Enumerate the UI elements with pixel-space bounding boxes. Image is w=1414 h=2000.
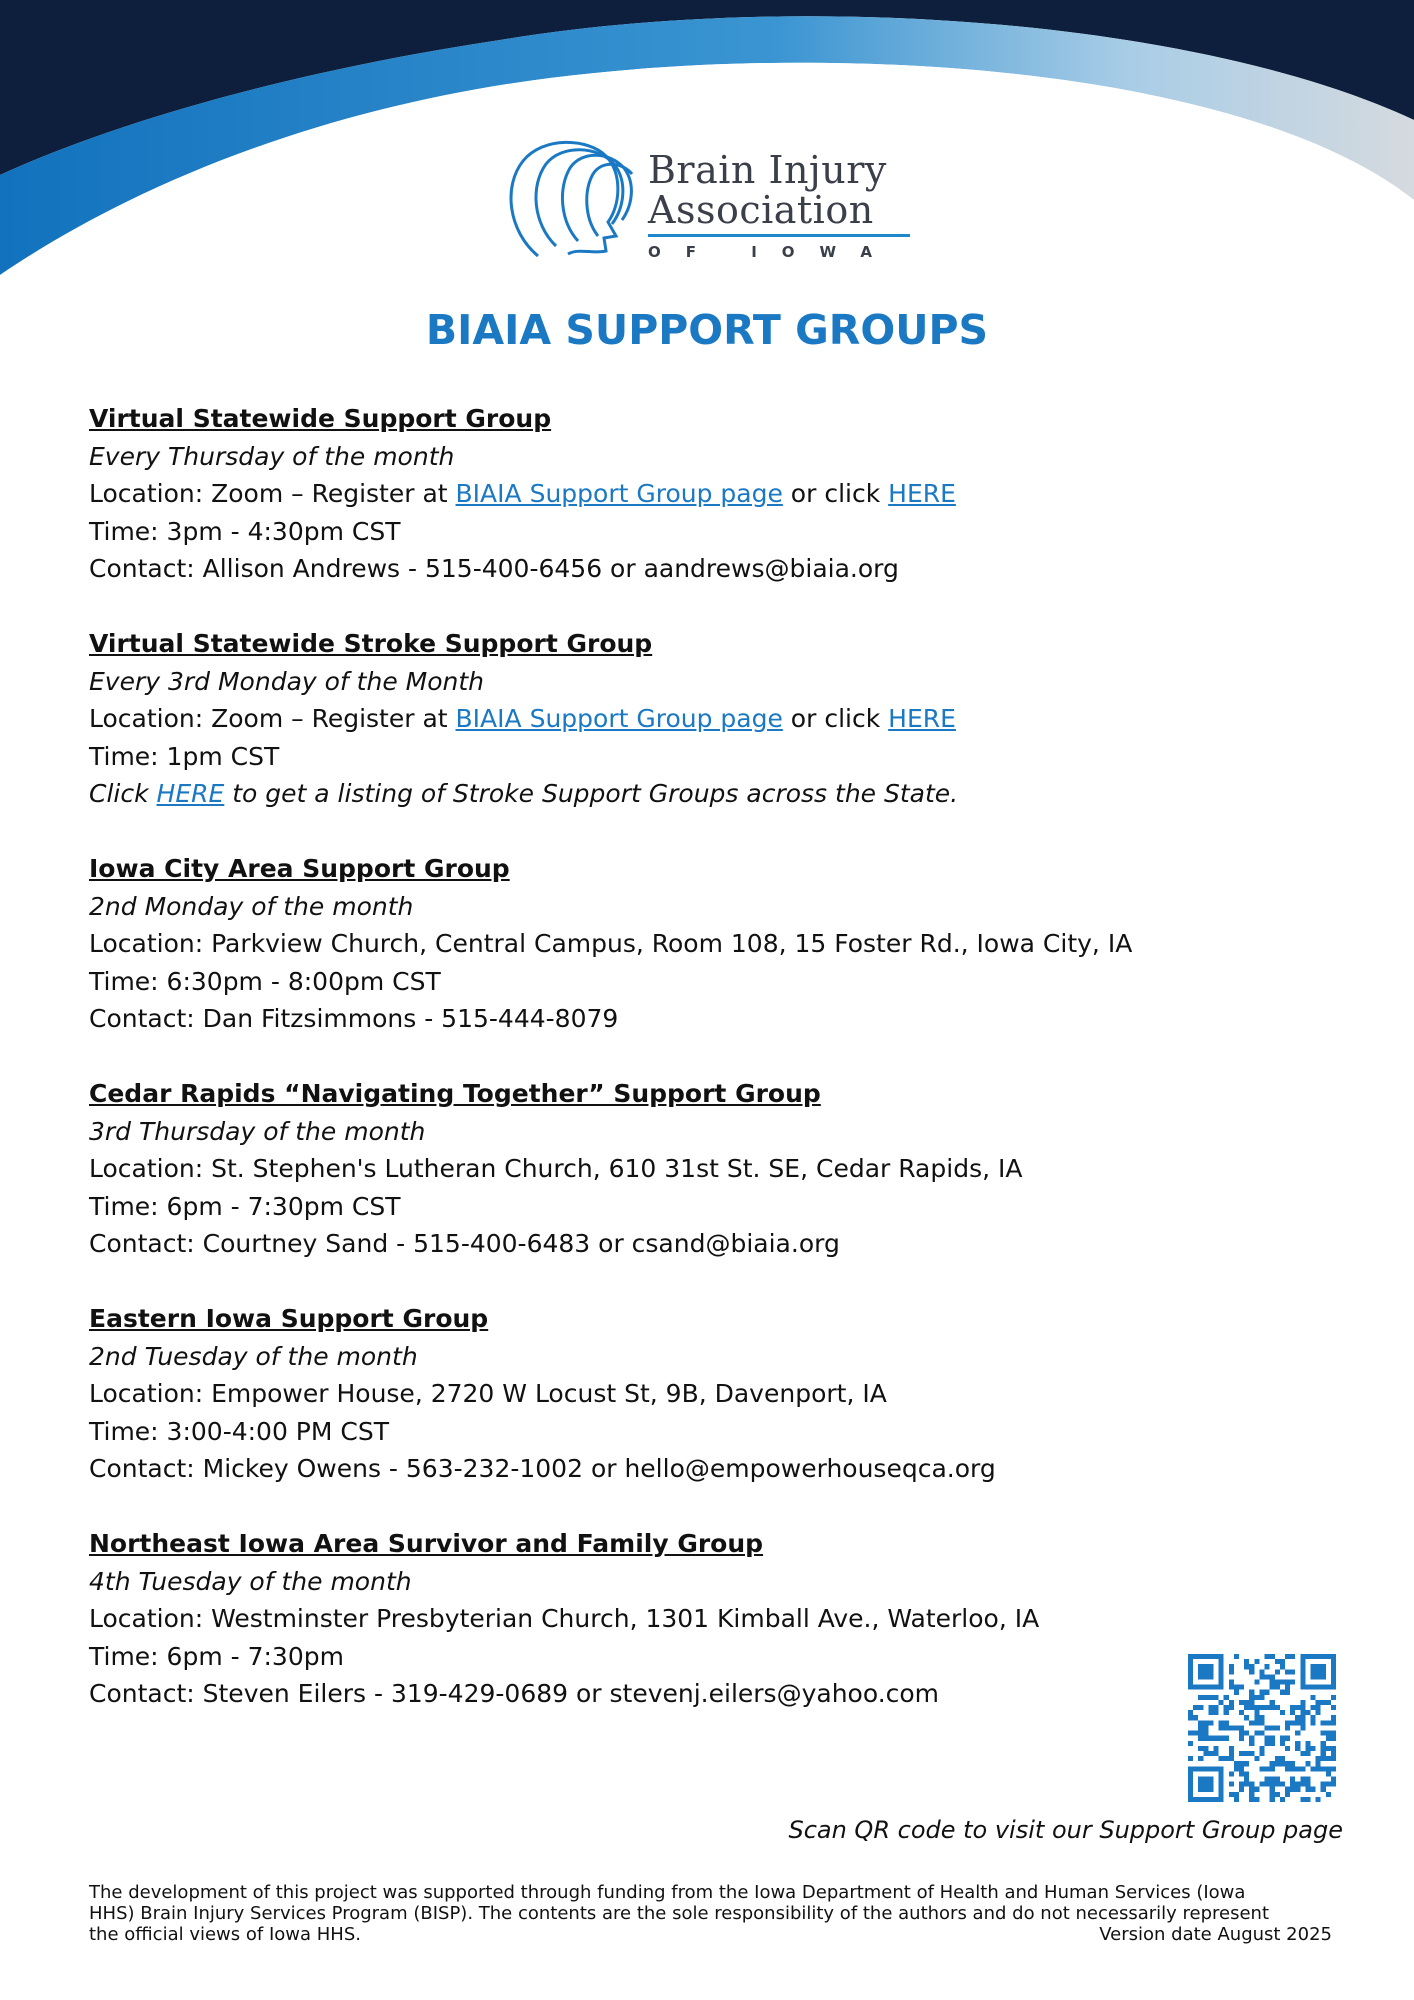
support-group-list	[89, 400, 1339, 1750]
note-suffix: to get a listing of Stroke Support Groups across the State.	[224, 779, 959, 808]
group-title: Virtual Statewide Stroke Support Group	[89, 629, 653, 658]
group-schedule: Every Thursday of the month	[89, 441, 455, 471]
group-time: Time: 3pm - 4:30pm CST	[89, 516, 401, 546]
brain-profile-icon	[498, 136, 648, 271]
qr-code-icon[interactable]	[1188, 1654, 1336, 1802]
group-schedule: 4th Tuesday of the month	[89, 1566, 412, 1596]
group-schedule: 2nd Tuesday of the month	[89, 1341, 418, 1371]
page-title: BIAIA SUPPORT GROUPS	[425, 306, 989, 354]
group-time: Time: 1pm CST	[89, 741, 280, 771]
group-contact: Contact: Mickey Owens - 563-232-1002 or hello@empowerhouseqca.org	[89, 1454, 996, 1483]
logo-divider	[648, 234, 910, 237]
support-group	[89, 625, 1339, 813]
group-title: Cedar Rapids “Navigating Together” Support Group	[89, 1079, 821, 1108]
group-time: Time: 3:00-4:00 PM CST	[89, 1416, 389, 1446]
group-time: Time: 6pm - 7:30pm CST	[89, 1191, 401, 1221]
support-group	[89, 1300, 1339, 1488]
footer-line-2: HHS) Brain Injury Services Program (BISP). The contents are the sole responsibility of the authors and do not necessarily represent	[89, 1903, 1270, 1924]
logo-line-1: Brain Injury	[648, 148, 887, 192]
note-prefix: Click	[89, 779, 157, 808]
location-label: Location: Zoom – Register at	[89, 479, 456, 508]
support-group	[89, 400, 1339, 588]
group-title: Eastern Iowa Support Group	[89, 1304, 489, 1333]
register-here-link[interactable]: HERE	[888, 479, 956, 508]
brand-logo	[498, 136, 918, 271]
group-location: Location: Westminster Presbyterian Church, 1301 Kimball Ave., Waterloo, IA	[89, 1604, 1040, 1633]
logo-line-2: Association	[648, 188, 874, 232]
support-group	[89, 1525, 1339, 1713]
group-title: Virtual Statewide Support Group	[89, 404, 552, 433]
group-location	[89, 475, 1339, 513]
footer-line-3: the official views of Iowa HHS.	[89, 1924, 361, 1945]
group-schedule: 3rd Thursday of the month	[89, 1116, 426, 1146]
group-note	[89, 775, 1339, 813]
group-location: Location: Empower House, 2720 W Locust St, 9B, Davenport, IA	[89, 1379, 887, 1408]
group-location: Location: Parkview Church, Central Campus, Room 108, 15 Foster Rd., Iowa City, IA	[89, 929, 1133, 958]
footer-line-1: The development of this project was supported through funding from the Iowa Department of Health and Human Services (Iowa	[89, 1882, 1246, 1903]
support-group	[89, 850, 1339, 1038]
logo-line-3: OF IOWA	[648, 243, 898, 261]
group-schedule: Every 3rd Monday of the Month	[89, 666, 485, 696]
support-group-page-link[interactable]: BIAIA Support Group page	[455, 704, 783, 733]
group-location	[89, 700, 1339, 738]
group-time: Time: 6:30pm - 8:00pm CST	[89, 966, 441, 996]
group-time: Time: 6pm - 7:30pm	[89, 1641, 344, 1671]
location-connector: or click	[782, 479, 889, 508]
group-contact: Contact: Dan Fitzsimmons - 515-444-8079	[89, 1004, 619, 1033]
group-contact: Contact: Allison Andrews - 515-400-6456 or aandrews@biaia.org	[89, 554, 899, 583]
group-location: Location: St. Stephen's Lutheran Church, 610 31st St. SE, Cedar Rapids, IA	[89, 1154, 1023, 1183]
stroke-groups-here-link[interactable]: HERE	[156, 779, 225, 808]
group-title: Iowa City Area Support Group	[89, 854, 510, 883]
qr-caption: Scan QR code to visit our Support Group page	[788, 1816, 1343, 1844]
register-here-link[interactable]: HERE	[888, 704, 956, 733]
location-label: Location: Zoom – Register at	[89, 704, 456, 733]
location-connector: or click	[782, 704, 889, 733]
group-contact: Contact: Courtney Sand - 515-400-6483 or csand@biaia.org	[89, 1229, 840, 1258]
support-group	[89, 1075, 1339, 1263]
support-group-page-link[interactable]: BIAIA Support Group page	[455, 479, 783, 508]
group-title: Northeast Iowa Area Survivor and Family Group	[89, 1529, 764, 1558]
funding-disclaimer	[89, 1882, 1342, 1945]
group-schedule: 2nd Monday of the month	[89, 891, 414, 921]
version-date: Version date August 2025	[1099, 1924, 1332, 1945]
group-contact: Contact: Steven Eilers - 319-429-0689 or stevenj.eilers@yahoo.com	[89, 1679, 940, 1708]
